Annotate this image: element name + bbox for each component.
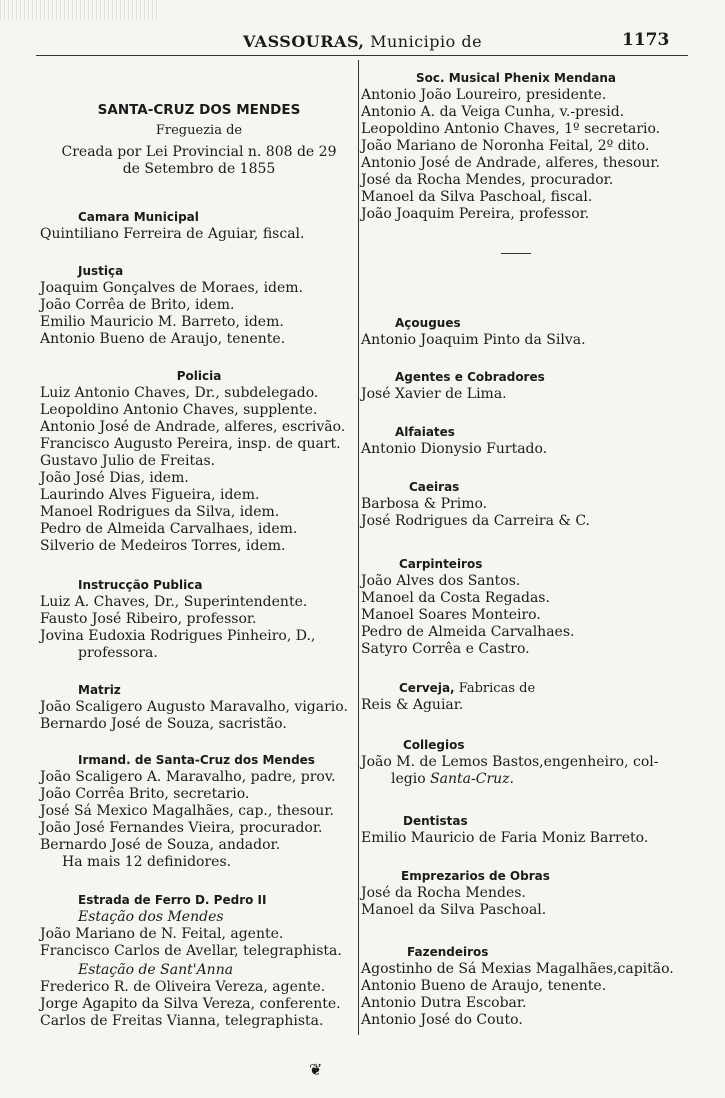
entry: Manoel da Silva Paschoal, fiscal. [361,189,593,205]
entry: Manoel Rodrigues da Silva, idem. [40,504,280,520]
carpinteiros-section [361,556,574,658]
entry: Reis & Aguiar. [361,697,464,713]
entry: Manoel Soares Monteiro. [361,607,541,623]
section-heading: Cerveja, Fabricas de [399,681,536,696]
section-heading: Emprezarios de Obras [401,869,550,883]
entry: Silverio de Medeiros Torres, idem. [40,538,286,554]
instrucao-section [40,577,315,662]
section-heading: Alfaiates [395,425,455,439]
entry: Carlos de Freitas Vianna, telegraphista. [40,1013,324,1029]
header-rule [36,55,688,56]
entry: Antonio Dutra Escobar. [361,995,527,1011]
entry: Luiz Antonio Chaves, Dr., subdelegado. [40,385,319,401]
section-heading: Justiça [78,264,124,278]
section-heading: Soc. Musical Phenix Mendana [416,71,616,85]
entry: João Corrêa Brito, secretario. [40,786,250,802]
policia-section [40,368,358,555]
entry: Manoel da Silva Paschoal. [361,902,547,918]
freguezia-label: Freguezia de [155,123,243,138]
collegios-section [361,737,658,788]
entry: Emilio Mauricio de Faria Moniz Barreto. [361,830,649,846]
print-speckle [0,0,160,20]
entry: João Alves dos Santos. [361,573,521,589]
entry: Antonio A. da Veiga Cunha, v.-presid. [361,104,625,120]
section-heading: Irmand. de Santa-Cruz dos Mendes [78,753,315,767]
emprezarios-section [361,868,550,919]
entry: Leopoldino Antonio Chaves, supplente. [40,402,318,418]
section-heading: Instrucção Publica [78,578,203,592]
entry: Ha mais 12 definidores. [62,854,232,870]
caeiras-section [361,479,590,530]
creation-line-2: de Setembro de 1855 [122,161,276,177]
matriz-section [40,682,348,733]
section-heading: Carpinteiros [399,557,483,571]
fazendeiros-section [361,944,674,1029]
entry: João Corrêa de Brito, idem. [40,297,235,313]
section-title: SANTA-CRUZ DOS MENDES [97,102,301,118]
page-number: 1173 [622,30,670,50]
irmandade-section [40,752,336,871]
creation-line-1: Creada por Lei Provincial n. 808 de 29 [61,144,337,160]
entry: Antonio Dionysio Furtado. [361,441,548,457]
entry: Gustavo Julio de Freitas. [40,453,216,469]
section-heading: Açougues [395,316,461,330]
entry: Antonio João Loureiro, presidente. [361,87,607,103]
entry: Jorge Agapito da Silva Vereza, conferente. [40,996,341,1012]
entry: Luiz A. Chaves, Dr., Superintendente. [40,594,308,610]
entry: Agostinho de Sá Mexias Magalhães,capitão. [361,961,674,977]
entry: Jovina Eudoxia Rodrigues Pinheiro, D., [40,628,316,644]
entry: Manoel da Costa Regadas. [361,590,550,606]
entry: Emilio Mauricio M. Barreto, idem. [40,314,284,330]
entry: João Mariano de Noronha Feital, 2º dito. [361,138,650,154]
entry: Joaquim Gonçalves de Moraes, idem. [40,280,304,296]
entry: Leopoldino Antonio Chaves, 1º secretario. [361,121,661,137]
section-heading: Agentes e Cobradores [395,370,545,384]
entry: Antonio Bueno de Araujo, tenente. [361,978,607,994]
entry: Laurindo Alves Figueira, idem. [40,487,260,503]
entry: José Xavier de Lima. [361,386,507,402]
soc-musical-section [361,70,691,254]
entry: João M. de Lemos Bastos,engenheiro, col- [361,754,659,770]
entry: Satyro Corrêa e Castro. [361,641,530,657]
entry: legio Santa-Cruz. [391,771,514,787]
station-heading: Estação de Sant'Anna [78,962,234,978]
entry: Fausto José Ribeiro, professor. [40,611,257,627]
section-heading: Fazendeiros [407,945,489,959]
entry: Pedro de Almeida Carvalhaes. [361,624,575,640]
entry: João Scaligero A. Maravalho, padre, prov. [40,769,336,785]
justica-section [40,263,303,348]
entry: João Scaligero Augusto Maravalho, vigario. [40,699,348,715]
entry: Quintiliano Ferreira de Aguiar, fiscal. [40,226,305,242]
entry: José Rodrigues da Carreira & C. [361,513,590,529]
entry: José Sá Mexico Magalhães, cap., thesour. [40,803,334,819]
dentistas-section [361,813,648,847]
running-header [0,30,725,54]
entry: João Mariano de N. Feital, agente. [40,926,284,942]
entry: Antonio José do Couto. [361,1012,523,1028]
cerveja-section [361,680,535,714]
entry: Antonio Bueno de Araujo, tenente. [40,331,286,347]
section-heading: Estrada de Ferro D. Pedro II [78,893,267,907]
entry: Antonio Joaquim Pinto da Silva. [361,332,586,348]
section-heading: Collegios [403,738,465,752]
header-title: VASSOURAS, Municipio de [243,32,483,51]
entry: Francisco Augusto Pereira, insp. de quart. [40,436,341,452]
section-heading: Dentistas [403,814,468,828]
section-heading: Policia [176,369,222,383]
entry: Frederico R. de Oliveira Vereza, agente. [40,979,326,995]
section-heading: Caeiras [409,480,460,494]
section-divider [501,253,531,254]
entry: João Joaquim Pereira, professor. [361,206,590,222]
entry: João José Fernandes Vieira, procurador. [40,820,323,836]
entry: José da Rocha Mendes. [361,885,526,901]
entry: José da Rocha Mendes, procurador. [361,172,614,188]
entry: professora. [78,645,158,661]
column-divider [358,60,359,1035]
printer-ornament-icon: ❦ [309,1060,323,1079]
entry: Pedro de Almeida Carvalhaes, idem. [40,521,298,537]
section-heading: Matriz [78,683,121,697]
entry: Francisco Carlos de Avellar, telegraphista. [40,943,342,959]
acougues-section [361,315,586,349]
alfaiates-section [361,424,547,458]
entry: Antonio José de Andrade, alferes, thesour. [361,155,661,171]
entry: Antonio José de Andrade, alferes, escrivão. [40,419,346,435]
camara-section [40,209,304,243]
agentes-section [361,369,545,403]
entry: Bernardo José de Souza, sacristão. [40,716,287,732]
section-heading: Camara Municipal [78,210,199,224]
entry: Barbosa & Primo. [361,496,488,512]
entry: Bernardo José de Souza, andador. [40,837,281,853]
estrada-section [40,892,342,1030]
station-heading: Estação dos Mendes [78,909,224,925]
entry: João José Dias, idem. [40,470,189,486]
